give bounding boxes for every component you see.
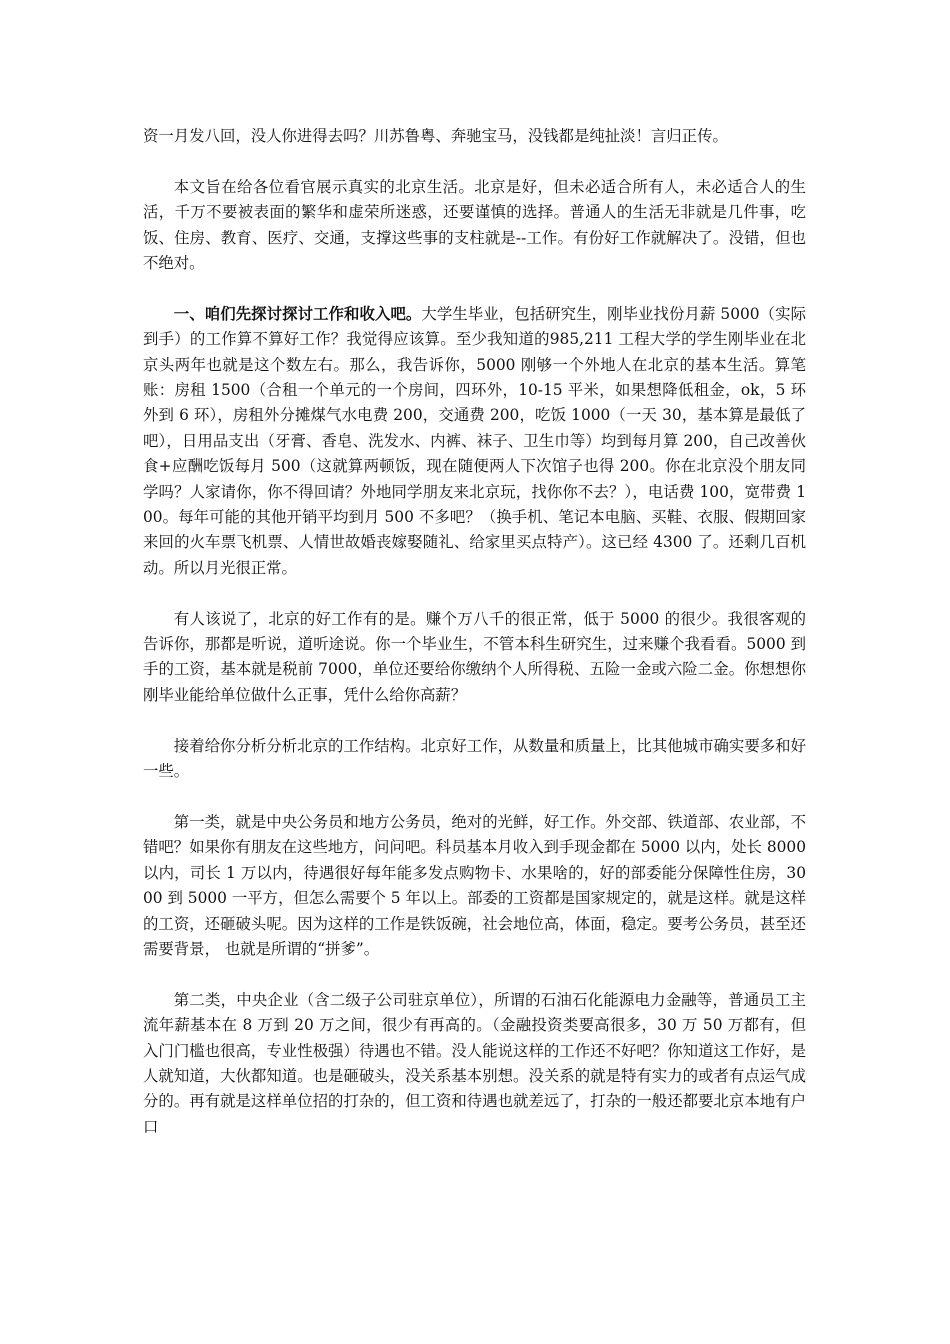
section-heading: 一、咱们先探讨探讨工作和收入吧。 (173, 304, 422, 323)
paragraph-intro-continuation (143, 124, 806, 149)
paragraph-text: 大学生毕业，包括研究生，刚毕业找份月薪 5000（实际到手）的工作算不算好工作？我觉得应该算。至少我知道的985,211 工程大学的学生刚毕业在北京头两年也就是这个数左右。那么，我告诉你，5000 刚够一个外地人在北京的基本生活。算笔账：房租 1500（合租一个单元的一个房间，四环外，10-15 平米，如果想降低租金，ok，5 环外到 6 环），房租外分摊煤气水电费 200，交通费 200，吃饭 1000（一天 30，基本算是最低了吧），日用品支出（牙膏、香皂、洗发水、内裤、袜子、卫生巾等）均到每月算 200，自己改善伙食+应酬吃饭每月 500（这就算两顿饭，现在随便两人下次馆子也得 200。你在北京没个朋友同学吗？人家请你，你不得回请？外地同学朋友来北京玩，找你你不去？），电话费 100，宽带费 100。每年可能的其他开销平均到月 500 不多吧？（换手机、笔记本电脑、买鞋、衣服、假期回家来回的火车票飞机票、人情世故婚丧嫁娶随礼、给家里买点特产）。这已经 4300 了。还剩几百机动。所以月光很正常。 (143, 304, 806, 577)
paragraph-text: 本文旨在给各位看官展示真实的北京生活。北京是好，但未必适合所有人，未必适合人的生活，千万不要被表面的繁华和虚荣所迷惑，还要谨慎的选择。普通人的生活无非就是几件事，吃饭、住房、教育、医疗、交通，支撑这些事的支柱就是--工作。有份好工作就解决了。没错，但也不绝对。 (143, 177, 806, 273)
paragraph-text: 有人该说了，北京的好工作有的是。赚个万八千的很正常，低于 5000 的很少。我很客观的告诉你，那都是听说，道听途说。你一个毕业生，不管本科生研究生，过来赚个我看看。5000 到手的工资，基本就是税前 7000，单位还要给你缴纳个人所得税、五险一金或六险二金。你想想你刚毕业能给单位做什么正事，凭什么给你高薪？ (143, 609, 806, 704)
paragraph-good-jobs (143, 607, 806, 709)
paragraph-work-structure (143, 734, 806, 785)
paragraph-work-income (143, 302, 806, 581)
paragraph-text: 资一月发八回，没人你进得去吗？川苏鲁粤、奔驰宝马，没钱都是纯扯淡！言归正传。 (143, 127, 728, 145)
document-page (143, 124, 806, 1166)
paragraph-civil-servants (143, 810, 806, 962)
paragraph-central-enterprises (143, 988, 806, 1140)
paragraph-text: 第二类，中央企业（含二级子公司驻京单位），所谓的石油石化能源电力金融等，普通员工主流年薪基本在 8 万到 20 万之间，很少有再高的。（金融投资类要高很多，30 万 50 万都有，但入门门槛也很高，专业性极强）待遇也不错。没人能说这样的工作还不好吧？你知道这工作好，是人就知道，大伙都知道。也是砸破头，没关系基本别想。没关系的就是特有实力的或者有点运气成分的。再有就是这样单位招的打杂的，但工资和待遇也就差远了，打杂的一般还都要北京本地有户口 (143, 990, 806, 1136)
paragraph-text: 第一类，就是中央公务员和地方公务员，绝对的光鲜，好工作。外交部、铁道部、农业部，不错吧？如果你有朋友在这些地方，问问吧。科员基本月收入到手现金都在 5000 以内，处长 8000 以内，司长 1 万以内，待遇很好每年能多发点购物卡、水果啥的，好的部委能分保障性住房，3000 到 5000 一平方，但怎么需要个 5 年以上。部委的工资都是国家规定的，就是这样。就是这样的工资，还砸破头呢。因为这样的工作是铁饭碗，社会地位高，体面，稳定。要考公务员，甚至还需要背景， 也就是所谓的“拼爹”。 (143, 812, 806, 958)
paragraph-text: 接着给你分析分析北京的工作结构。北京好工作，从数量和质量上，比其他城市确实要多和好一些。 (143, 736, 806, 781)
paragraph-purpose (143, 175, 806, 277)
